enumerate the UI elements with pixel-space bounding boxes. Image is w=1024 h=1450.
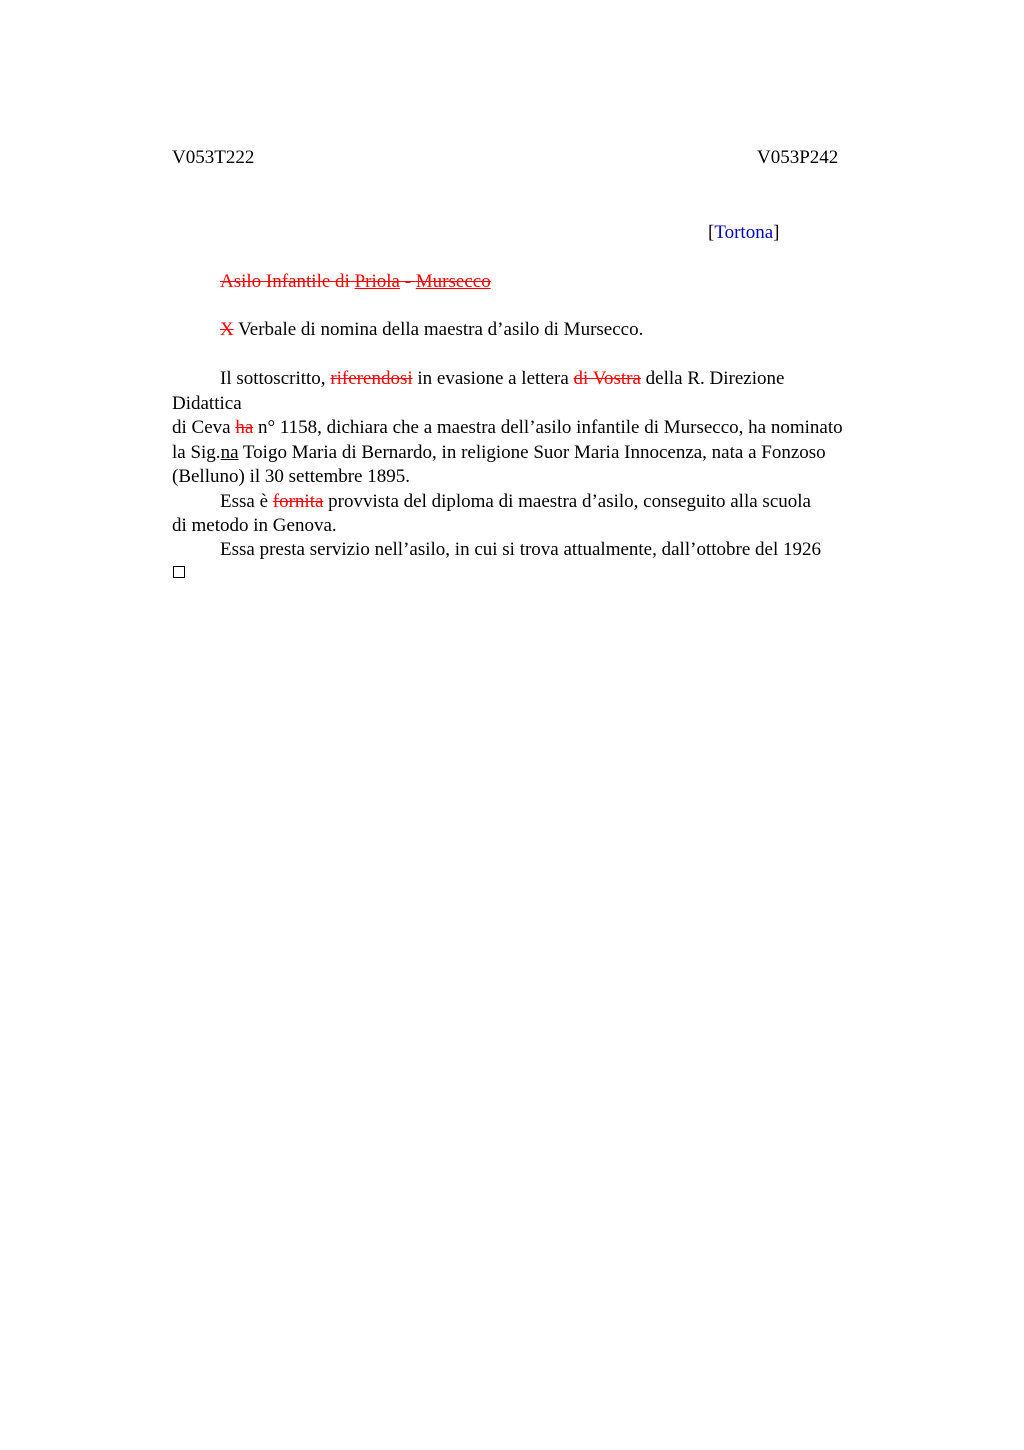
deleted-word: di Vostra	[573, 368, 641, 389]
subject-text: Verbale di nomina della maestra d’asilo di Mursecco.	[233, 319, 644, 340]
deleted-word: ha	[235, 417, 254, 438]
body-line-4	[172, 441, 826, 465]
subject-line	[220, 318, 643, 342]
deleted-title-part1: Asilo Infantile di	[220, 271, 355, 292]
document-code-left: V053T222	[172, 147, 255, 168]
body-text: Toigo Maria di Bernardo, in religione Suor Maria Innocenza, nata a Fonzoso	[238, 442, 826, 463]
body-line-1	[220, 367, 784, 391]
body-line-3	[172, 416, 843, 440]
body-text: Il sottoscritto,	[220, 368, 331, 389]
place-close-bracket: ]	[773, 222, 780, 243]
body-text: di Ceva	[172, 417, 236, 438]
body-text: in evasione a lettera	[412, 368, 574, 389]
body-line-8: Essa presta servizio nell’asilo, in cui si trova attualmente, dall’ottobre del 1926	[220, 539, 821, 560]
body-line-5: (Belluno) il 30 settembre 1895.	[172, 466, 410, 487]
deleted-mark: X	[220, 319, 234, 340]
body-text: Essa è	[220, 491, 273, 512]
deleted-title-part4: Mursecco	[415, 271, 491, 292]
deleted-title	[220, 270, 491, 294]
body-text: provvista del diploma di maestra d’asilo, conseguito alla scuola	[323, 491, 811, 512]
body-text: n° 1158, dichiara che a maestra dell’asilo infantile di Mursecco, ha nominato	[253, 417, 843, 438]
body-line-6	[220, 490, 811, 514]
place-annotation	[708, 222, 779, 244]
place-open-bracket: [	[708, 222, 715, 243]
body-text: la Sig.	[172, 442, 221, 463]
underlined-abbreviation: na	[220, 442, 239, 463]
body-line-7: di metodo in Genova.	[172, 515, 337, 536]
place-name: Tortona	[714, 222, 774, 243]
deleted-word: fornita	[272, 491, 324, 512]
deleted-title-part2: Priola	[354, 271, 400, 292]
deleted-word: riferendosi	[330, 368, 413, 389]
end-marker-box	[173, 566, 185, 578]
body-line-2: Didattica	[172, 393, 242, 414]
body-text: della R. Direzione	[640, 368, 785, 389]
document-code-right: V053P242	[757, 147, 839, 168]
deleted-title-part3: -	[399, 271, 416, 292]
